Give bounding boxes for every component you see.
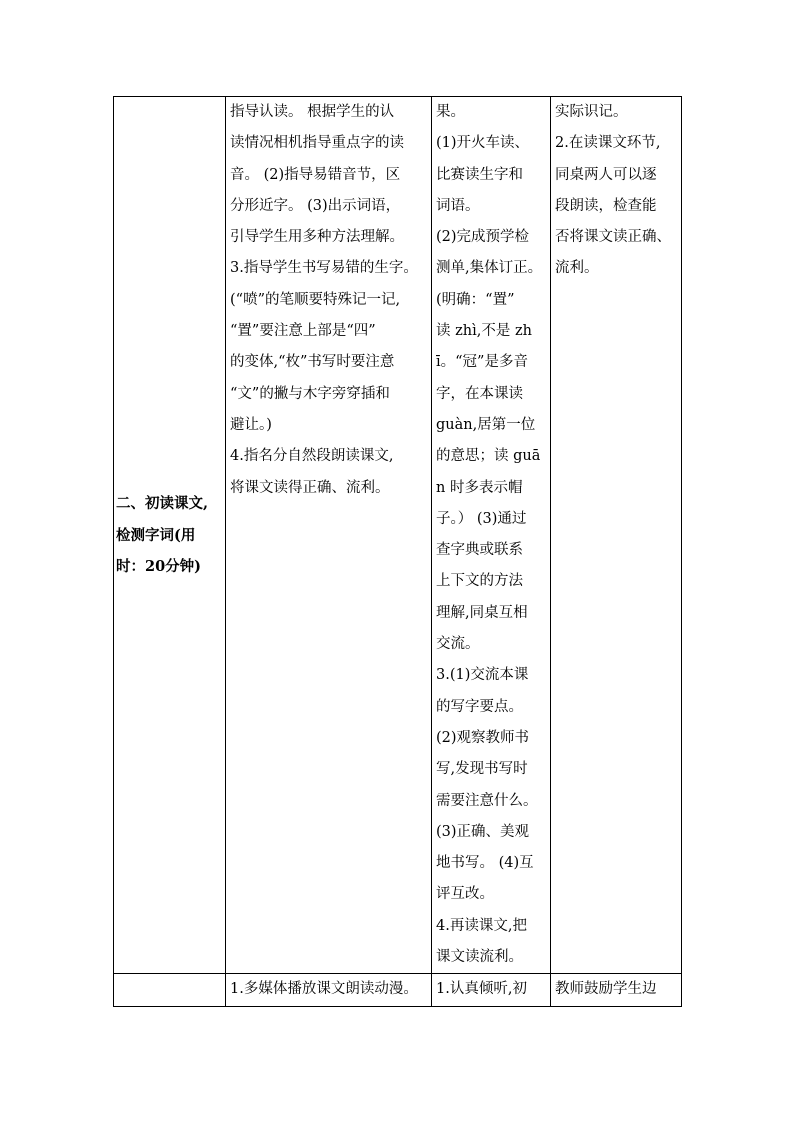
cell-line: 测单,集体订正。 [436, 260, 543, 277]
cell-line: 查字典或联系 [436, 542, 523, 559]
cell-line: 比赛读生字和 [436, 166, 523, 183]
cell-line: 果。 [436, 104, 465, 120]
cell-line: 的写字要点。 [436, 698, 523, 715]
cell-line: 指导认读。 根据学生的认 [230, 104, 395, 120]
cell-line: 3.(1)交流本课 [436, 667, 529, 684]
cell-line: 读 zhì,不是 zh [436, 323, 532, 340]
cell-line: 的变体,“枚”书写时要注意 [230, 354, 395, 371]
cell-line: 理解,同桌互相 [436, 604, 528, 621]
lesson-plan-table [113, 96, 682, 1007]
cell-line: 避让。) [230, 416, 272, 433]
cell-line: 写,发现书写时 [436, 761, 528, 778]
cell-line: 流利。 [555, 260, 599, 277]
cell-line: 4.再读课文,把 [436, 917, 527, 934]
cell-line: 将课文读得正确、流利。 [230, 479, 390, 496]
cell-line: (“喷”的笔顺要特殊记一记, [230, 291, 401, 308]
cell-line: (2)观察教师书 [436, 729, 530, 746]
cell-line: n 时多表示帽 [436, 479, 523, 496]
cell-line: 教师鼓励学生边 [555, 981, 657, 998]
cell-line: guàn,居第一位 [436, 416, 536, 433]
cell-line: 地书写。 (4)互 [436, 855, 534, 872]
student-activity-cell [432, 974, 551, 1006]
cell-line: 段朗读，检查能 [555, 197, 657, 214]
stage-cell [114, 97, 226, 974]
cell-line: 时：20分钟) [116, 557, 202, 575]
cell-line: 课文读流利。 [436, 949, 523, 966]
cell-line: (1)开火车读、 [436, 135, 530, 152]
cell-line: “置”要注意上部是“四” [230, 323, 376, 340]
cell-line: 子。） (3)通过 [436, 510, 527, 527]
cell-line: (2)完成预学检 [436, 229, 530, 246]
cell-line: 4.指名分自然段朗读课文, [230, 448, 394, 465]
cell-line: 引导学生用多种方法理解。 [230, 229, 404, 246]
cell-line: 需要注意什么。 [436, 792, 538, 809]
table-row [114, 97, 682, 974]
cell-line: (明确：“置” [436, 291, 515, 308]
cell-line: 交流。 [436, 636, 480, 653]
cell-line: 3.指导学生书写易错的生字。 [230, 260, 418, 277]
cell-line: ī。“冠”是多音 [436, 354, 528, 371]
cell-line: 读情况相机指导重点字的读 [230, 135, 404, 152]
cell-line: 上下文的方法 [436, 573, 523, 590]
cell-line: 实际识记。 [555, 104, 628, 120]
table-row [114, 974, 682, 1006]
design-note-cell [551, 97, 682, 974]
cell-line: 1.认真倾听,初 [436, 981, 527, 998]
design-note-cell [551, 974, 682, 1006]
cell-line: 评互改。 [436, 886, 494, 903]
cell-line: 分形近字。 (3)出示词语， [230, 197, 401, 214]
student-activity-cell [432, 97, 551, 974]
cell-line: 字，在本课读 [436, 385, 523, 402]
cell-line: 2.在读课文环节, [555, 135, 661, 152]
stage-cell [114, 974, 226, 1006]
cell-line: “文”的撇与木字旁穿插和 [230, 385, 390, 402]
cell-line: 音。 (2)指导易错音节，区 [230, 166, 401, 183]
cell-line: 1.多媒体播放课文朗读动漫。 [230, 981, 418, 998]
cell-line: 检测字词(用 [116, 526, 196, 544]
cell-line: 否将课文读正确、 [555, 229, 671, 246]
cell-line: 的意思；读 guā [436, 448, 541, 465]
cell-line: 词语。 [436, 197, 480, 214]
teacher-activity-cell [226, 97, 432, 974]
teacher-activity-cell [226, 974, 432, 1006]
cell-line: 二、初读课文, [116, 495, 209, 513]
cell-line: (3)正确、美观 [436, 823, 530, 840]
cell-line: 同桌两人可以逐 [555, 166, 657, 183]
